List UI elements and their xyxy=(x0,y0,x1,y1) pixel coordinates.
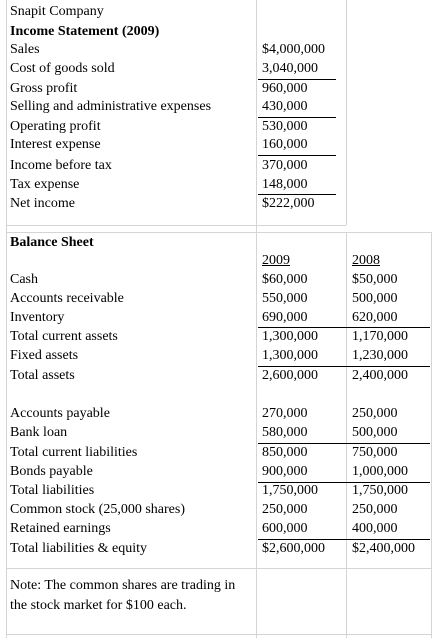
bs-label-total-liabilities: Total liabilities xyxy=(10,483,95,498)
bs-label-common-stock: Common stock (25,000 shares) xyxy=(10,502,185,517)
is-label-operating-profit: Operating profit xyxy=(10,119,101,134)
bs-label-inventory: Inventory xyxy=(10,310,65,325)
bs-label-bank-loan: Bank loan xyxy=(10,425,68,440)
underline-rule xyxy=(258,155,336,156)
income-statement-title: Income Statement (2009) xyxy=(10,24,160,39)
grid-line xyxy=(6,0,7,638)
bs-2009-bonds-payable: 900,000 xyxy=(262,464,308,479)
bs-2009-total-liabilities-equity: $2,600,000 xyxy=(262,541,325,556)
bs-2009-inventory: 690,000 xyxy=(262,310,308,325)
bs-label-fixed-assets: Fixed assets xyxy=(10,348,79,363)
is-value-income-before-tax: 370,000 xyxy=(262,158,308,173)
grid-line xyxy=(346,232,347,638)
underline-rule xyxy=(258,327,430,328)
bs-2008-total-liabilities-equity: $2,400,000 xyxy=(352,541,415,556)
bs-label-retained-earnings: Retained earnings xyxy=(10,521,111,536)
bs-2009-total-current-assets: 1,300,000 xyxy=(262,329,318,344)
underline-rule xyxy=(258,539,430,540)
bs-2008-receivables: 500,000 xyxy=(352,291,398,306)
is-value-cogs: 3,040,000 xyxy=(262,61,318,76)
bs-label-total-liabilities-equity: Total liabilities & equity xyxy=(10,541,148,556)
bs-2008-bonds-payable: 1,000,000 xyxy=(352,464,408,479)
year-header-2009: 2009 xyxy=(262,253,290,268)
is-label-net-income: Net income xyxy=(10,196,75,211)
bs-2008-total-assets: 2,400,000 xyxy=(352,368,408,383)
company-name: Snapit Company xyxy=(10,4,104,19)
bs-2009-common-stock: 250,000 xyxy=(262,502,308,517)
bs-2009-fixed-assets: 1,300,000 xyxy=(262,348,318,363)
bs-2008-total-current-assets: 1,170,000 xyxy=(352,329,408,344)
bs-2009-total-current-liabilities: 850,000 xyxy=(262,445,308,460)
bs-2009-bank-loan: 580,000 xyxy=(262,425,308,440)
bs-2009-retained-earnings: 600,000 xyxy=(262,521,308,536)
is-label-gross-profit: Gross profit xyxy=(10,81,78,96)
is-value-tax-expense: 148,000 xyxy=(262,177,308,192)
bs-label-total-assets: Total assets xyxy=(10,368,75,383)
bs-2008-inventory: 620,000 xyxy=(352,310,398,325)
bs-2008-accounts-payable: 250,000 xyxy=(352,406,398,421)
underline-rule xyxy=(258,443,430,444)
year-header-2008: 2008 xyxy=(352,253,380,268)
grid-line xyxy=(346,0,347,225)
is-label-interest: Interest expense xyxy=(10,137,101,152)
underline-rule xyxy=(258,194,336,195)
underline-rule xyxy=(258,79,336,80)
note-text: Note: The common shares are trading in the stock market for $100 each. xyxy=(10,578,236,613)
bs-2009-cash: $60,000 xyxy=(262,272,308,287)
grid-line xyxy=(6,568,431,569)
grid-line xyxy=(6,232,431,233)
bs-2008-total-current-liabilities: 750,000 xyxy=(352,445,398,460)
is-label-income-before-tax: Income before tax xyxy=(10,158,112,173)
bs-2008-bank-loan: 500,000 xyxy=(352,425,398,440)
bs-label-total-current-liabilities: Total current liabilities xyxy=(10,445,138,460)
grid-line xyxy=(256,0,257,638)
bs-label-accounts-payable: Accounts payable xyxy=(10,406,110,421)
is-value-gross-profit: 960,000 xyxy=(262,81,308,96)
is-value-sga: 430,000 xyxy=(262,99,308,114)
balance-sheet-title: Balance Sheet xyxy=(10,235,94,250)
bs-2008-retained-earnings: 400,000 xyxy=(352,521,398,536)
bs-2009-total-liabilities: 1,750,000 xyxy=(262,483,318,498)
bs-2009-receivables: 550,000 xyxy=(262,291,308,306)
bs-label-bonds-payable: Bonds payable xyxy=(10,464,93,479)
bs-2009-total-assets: 2,600,000 xyxy=(262,368,318,383)
grid-line xyxy=(431,232,432,638)
bs-2008-cash: $50,000 xyxy=(352,272,398,287)
underline-rule xyxy=(258,117,336,118)
bs-2008-common-stock: 250,000 xyxy=(352,502,398,517)
bs-label-cash: Cash xyxy=(10,272,38,287)
bs-2009-accounts-payable: 270,000 xyxy=(262,406,308,421)
is-value-sales: $4,000,000 xyxy=(262,42,325,57)
bs-label-total-current-assets: Total current assets xyxy=(10,329,118,344)
grid-line xyxy=(6,634,431,635)
bs-label-receivables: Accounts receivable xyxy=(10,291,124,306)
is-label-tax-expense: Tax expense xyxy=(10,177,80,192)
underline-rule xyxy=(258,366,430,367)
is-label-sales: Sales xyxy=(10,42,40,57)
grid-line xyxy=(6,225,346,226)
is-label-cogs: Cost of goods sold xyxy=(10,61,115,76)
is-value-net-income: $222,000 xyxy=(262,196,315,211)
bs-2008-total-liabilities: 1,750,000 xyxy=(352,483,408,498)
is-value-interest: 160,000 xyxy=(262,137,308,152)
is-value-operating-profit: 530,000 xyxy=(262,119,308,134)
is-label-sga: Selling and administrative expenses xyxy=(10,99,212,114)
bs-2008-fixed-assets: 1,230,000 xyxy=(352,348,408,363)
